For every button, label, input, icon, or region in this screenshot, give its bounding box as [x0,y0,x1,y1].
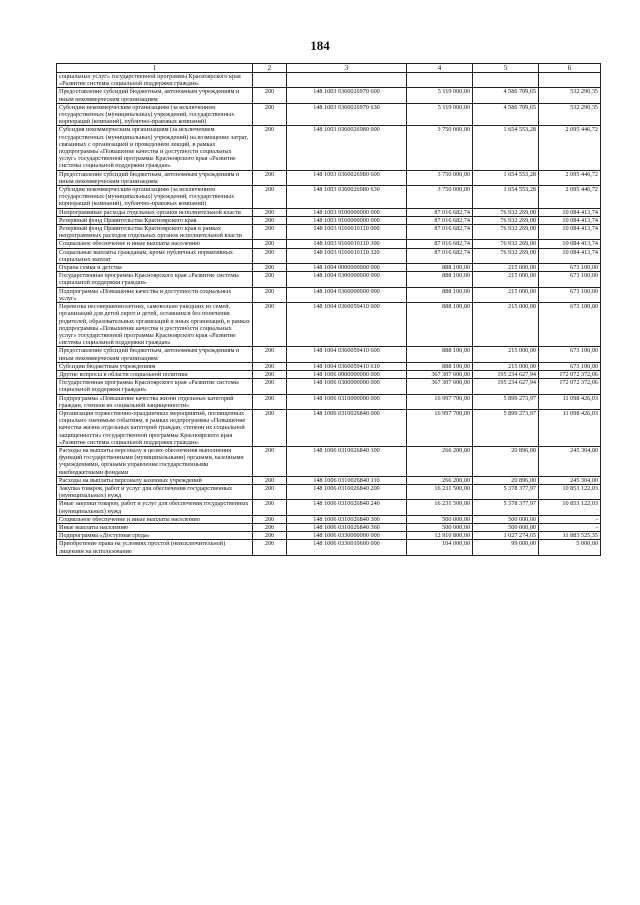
row-plan-cell: 16 997 700,00 [407,394,473,409]
row-kbk-cell: 148 1006 0310026840 100 [287,446,407,476]
row-diff-cell: 172 072 372,06 [539,370,601,378]
row-plan-cell: 367 307 000,00 [407,370,473,378]
row-exec-cell: 4 586 709,65 [473,103,539,126]
row-kbk-cell: 148 1004 0300000000 000 [287,272,407,287]
row-name-cell: Государственная программа Красноярского края «Развитие системы социальной поддержки граждан» [57,379,253,394]
row-code-cell: 200 [253,394,287,409]
row-plan-cell: 5 119 000,00 [407,103,473,126]
table-row [57,126,601,170]
row-name-cell: Иные выплаты населению [57,523,253,531]
row-diff-cell: 2 095 446,72 [539,126,601,170]
row-plan-cell: 888 100,00 [407,362,473,370]
row-code-cell: 200 [253,186,287,209]
row-code-cell: 200 [253,484,287,499]
row-code-cell: 200 [253,476,287,484]
row-kbk-cell: 148 1004 0360059410 000 [287,303,407,347]
row-exec-cell: 215 000,00 [473,272,539,287]
row-kbk-cell: 148 1006 0300000000 000 [287,379,407,394]
row-name-cell: Социальное обеспечение и иные выплаты населению [57,240,253,248]
row-code-cell: 200 [253,170,287,185]
row-code-cell: 200 [253,264,287,272]
row-diff-cell: 10 084 413,74 [539,216,601,224]
row-code-cell: 200 [253,446,287,476]
header-cell: 6 [539,64,601,73]
row-code-cell: 200 [253,362,287,370]
row-name-cell: Социальное обеспечение и иные выплаты населению [57,515,253,523]
table-row [57,532,601,540]
row-name-cell: Подпрограмма «Повышение качества и доступности социальных услуг» [57,287,253,302]
row-kbk-cell: 148 1006 0310026840 110 [287,476,407,484]
row-exec-cell: 500 000,00 [473,523,539,531]
row-code-cell: 200 [253,216,287,224]
row-kbk-cell: 148 1006 0310026840 360 [287,523,407,531]
row-diff-cell: 10 084 413,74 [539,208,601,216]
row-diff-cell: 5 000,00 [539,540,601,555]
row-kbk-cell: 148 1003 0360026980 000 [287,126,407,170]
row-kbk-cell: 148 1003 0360026970 630 [287,103,407,126]
row-code-cell: 200 [253,303,287,347]
table-row [57,264,601,272]
row-code-cell: 200 [253,523,287,531]
row-plan-cell: 12 910 800,00 [407,532,473,540]
row-exec-cell: 76 932 269,00 [473,208,539,216]
header-cell: 4 [407,64,473,73]
header-cell: 2 [253,64,287,73]
row-code-cell: 200 [253,500,287,515]
row-kbk-cell: 148 1003 9100000000 000 [287,208,407,216]
row-diff-cell: 11 098 426,03 [539,409,601,446]
row-kbk-cell [287,73,407,88]
row-name-cell: Субсидии бюджетным учреждениям [57,362,253,370]
row-kbk-cell: 148 1003 9160010110 320 [287,248,407,263]
row-kbk-cell: 148 1003 9160000000 000 [287,216,407,224]
row-plan-cell: 16 231 500,00 [407,500,473,515]
row-plan-cell: 104 000,00 [407,540,473,555]
row-diff-cell: 10 853 122,03 [539,484,601,499]
row-plan-cell: 87 016 682,74 [407,225,473,240]
table-row [57,484,601,499]
row-name-cell: Закупка товаров, работ и услуг для обеспечения государственных (муниципальных) нужд [57,484,253,499]
budget-table [56,63,601,556]
row-exec-cell: 215 000,00 [473,303,539,347]
row-exec-cell: 1 027 274,65 [473,532,539,540]
row-diff-cell: 10 084 413,74 [539,225,601,240]
row-code-cell: 200 [253,532,287,540]
row-exec-cell: 4 586 709,65 [473,88,539,103]
row-exec-cell: 195 234 627,94 [473,370,539,378]
row-kbk-cell: 148 1003 0360026980 630 [287,186,407,209]
row-plan-cell: 87 016 682,74 [407,240,473,248]
row-exec-cell: 215 000,00 [473,347,539,362]
row-kbk-cell: 148 1003 9160010110 000 [287,225,407,240]
row-name-cell: Предоставление субсидий бюджетным, автономным учреждениям и иным некоммерческим организациям [57,170,253,185]
row-exec-cell: 76 932 269,00 [473,248,539,263]
header-row [57,64,601,73]
table-row [57,216,601,224]
row-code-cell: 200 [253,208,287,216]
row-kbk-cell: 148 1004 0360059410 610 [287,362,407,370]
row-plan-cell: 16 997 700,00 [407,409,473,446]
row-exec-cell: 195 234 627,94 [473,379,539,394]
table-row [57,287,601,302]
row-exec-cell [473,73,539,88]
table-row [57,186,601,209]
row-code-cell: 200 [253,126,287,170]
row-kbk-cell: 148 1006 0310026840 240 [287,500,407,515]
row-code-cell: 200 [253,379,287,394]
row-exec-cell: 500 000,00 [473,515,539,523]
row-diff-cell: 673 100,00 [539,347,601,362]
row-plan-cell: 5 119 000,00 [407,88,473,103]
row-kbk-cell: 148 1003 9160010110 300 [287,240,407,248]
table-row [57,73,601,88]
table-row [57,540,601,555]
row-diff-cell: 532 290,35 [539,103,601,126]
row-name-cell: Иные закупки товаров, работ и услуг для обеспечения государственных (муниципальных) нужд [57,500,253,515]
row-code-cell [253,73,287,88]
row-name-cell: Подпрограмма «Повышение качества жизни отдельных категорий граждан, степени их социальной защищенности» [57,394,253,409]
row-code-cell: 200 [253,370,287,378]
row-exec-cell: 5 378 377,97 [473,484,539,499]
row-kbk-cell: 148 1006 0310026840 000 [287,409,407,446]
row-name-cell: Перевозка несовершеннолетних, самовольно ушедших из семей, организаций для детей сирот и детей, оставшихся без попечения родителей, образовательных организаций и иных организаций, в рамках подпрограммы «Повышение качества и доступности социальных услуг» государственной программы Красноярского края «Развитие системы социальной поддержки граждан» [57,303,253,347]
row-name-cell: Предоставление субсидий бюджетным, автономным учреждениям и иным некоммерческим организациям [57,88,253,103]
row-diff-cell: 673 100,00 [539,303,601,347]
row-exec-cell: 1 654 553,28 [473,170,539,185]
table-row [57,446,601,476]
row-plan-cell: 888 100,00 [407,303,473,347]
row-plan-cell: 888 100,00 [407,264,473,272]
table-row [57,225,601,240]
row-code-cell: 200 [253,540,287,555]
row-exec-cell: 20 896,00 [473,446,539,476]
row-kbk-cell: 148 1004 0360000000 000 [287,287,407,302]
header-cell: 1 [57,64,253,73]
row-name-cell: Резервный фонд Правительства Красноярского края [57,216,253,224]
row-name-cell: Организация торжественно-праздничных мероприятий, посвященных социально значимым событиям, в рамках подпрограммы «Повышение качества жизни отдельных категорий граждан, степени их социальной защищенности» государственной программы Красноярского края «Развитие системы социальной поддержки граждан» [57,409,253,446]
row-diff-cell: 2 095 446,72 [539,186,601,209]
row-exec-cell: 215 000,00 [473,362,539,370]
table-row [57,347,601,362]
row-code-cell: 200 [253,248,287,263]
table-row [57,362,601,370]
table-row [57,170,601,185]
row-diff-cell: 11 098 426,03 [539,394,601,409]
row-kbk-cell: 148 1003 0360026980 600 [287,170,407,185]
row-plan-cell: 16 231 500,00 [407,484,473,499]
row-diff-cell: 673 100,00 [539,264,601,272]
row-kbk-cell: 148 1006 0000000000 000 [287,370,407,378]
header-cell: 5 [473,64,539,73]
table-row [57,240,601,248]
row-exec-cell: 76 932 269,00 [473,216,539,224]
table-row [57,370,601,378]
row-code-cell: 200 [253,409,287,446]
table-row [57,476,601,484]
page-number: 184 [310,38,330,53]
row-name-cell: Субсидии некоммерческим организациям (за исключением государственных (муниципальных) учреждений, государственных корпораций (компаний), публично-правовых компаний) [57,103,253,126]
row-name-cell: Социальные выплаты гражданам, кроме публичных нормативных социальных выплат [57,248,253,263]
row-plan-cell: 888 100,00 [407,287,473,302]
row-diff-cell: 172 072 372,06 [539,379,601,394]
table-row [57,379,601,394]
row-name-cell: Предоставление субсидий бюджетным, автономным учреждениям и иным некоммерческим организациям [57,347,253,362]
row-plan-cell: 266 200,00 [407,446,473,476]
row-kbk-cell: 148 1006 0310026840 300 [287,515,407,523]
row-exec-cell: 1 654 553,28 [473,126,539,170]
row-code-cell: 200 [253,88,287,103]
row-plan-cell: 888 100,00 [407,272,473,287]
table-row [57,103,601,126]
row-diff-cell [539,73,601,88]
table-row [57,303,601,347]
row-name-cell: Субсидия некоммерческим организациям (за исключением государственных (муниципальных) учреждений) на возмещение затрат, связанных с организацией и проведением лекций, в рамках подпрограммы «Повышение качества и доступности социальных услуг» государственной программы Красноярского края «Развитие системы социальной поддержки граждан» [57,126,253,170]
row-code-cell: 200 [253,103,287,126]
row-kbk-cell: 148 1004 0360059410 600 [287,347,407,362]
row-plan-cell: 888 100,00 [407,347,473,362]
row-diff-cell: 673 100,00 [539,362,601,370]
row-name-cell: Другие вопросы в области социальной политики [57,370,253,378]
row-diff-cell: 532 290,35 [539,88,601,103]
table-row [57,500,601,515]
table-row [57,515,601,523]
row-diff-cell: 10 853 122,03 [539,500,601,515]
table-row [57,409,601,446]
row-diff-cell: - [539,523,601,531]
row-kbk-cell: 148 1003 0360026970 600 [287,88,407,103]
row-diff-cell: 245 304,00 [539,476,601,484]
row-name-cell: социальных услуг» государственной программы Красноярского края «Развитие системы социальной поддержки граждан» [57,73,253,88]
row-exec-cell: 76 932 269,00 [473,225,539,240]
row-diff-cell: 2 095 446,72 [539,170,601,185]
row-plan-cell: 266 200,00 [407,476,473,484]
row-exec-cell: 76 932 269,00 [473,240,539,248]
row-name-cell: Приобретение права на условиях простой (неисключительной) лицензии на использование [57,540,253,555]
row-name-cell: Расходы на выплаты персоналу казенных учреждений [57,476,253,484]
row-code-cell: 200 [253,287,287,302]
row-exec-cell: 5 899 273,97 [473,409,539,446]
table-row [57,523,601,531]
row-diff-cell: - [539,515,601,523]
table-row [57,208,601,216]
row-name-cell: Непрограммные расходы отдельных органов исполнительной власти [57,208,253,216]
row-code-cell: 200 [253,225,287,240]
row-kbk-cell: 148 1006 0310000000 000 [287,394,407,409]
row-diff-cell: 673 100,00 [539,287,601,302]
table-row [57,248,601,263]
row-diff-cell: 11 883 525,35 [539,532,601,540]
row-plan-cell: 500 000,00 [407,523,473,531]
row-plan-cell: 87 016 682,74 [407,208,473,216]
row-plan-cell: 500 000,00 [407,515,473,523]
table-row [57,272,601,287]
row-plan-cell: 3 750 000,00 [407,170,473,185]
row-kbk-cell: 148 1004 0000000000 000 [287,264,407,272]
row-plan-cell: 367 307 000,00 [407,379,473,394]
table-row [57,394,601,409]
row-exec-cell: 20 896,00 [473,476,539,484]
row-code-cell: 200 [253,240,287,248]
row-kbk-cell: 148 1006 0330010600 000 [287,540,407,555]
row-exec-cell: 99 000,00 [473,540,539,555]
row-diff-cell: 10 084 413,74 [539,240,601,248]
row-code-cell: 200 [253,515,287,523]
table-row [57,88,601,103]
row-name-cell: Государственная программа Красноярского края «Развитие системы социальной поддержки граждан» [57,272,253,287]
row-code-cell: 200 [253,347,287,362]
row-kbk-cell: 148 1006 0310026840 200 [287,484,407,499]
row-plan-cell: 3 750 000,00 [407,186,473,209]
row-name-cell: Охрана семьи и детства [57,264,253,272]
row-diff-cell: 673 100,00 [539,272,601,287]
row-exec-cell: 5 378 377,97 [473,500,539,515]
row-diff-cell: 10 084 413,74 [539,248,601,263]
row-kbk-cell: 148 1006 0330000000 000 [287,532,407,540]
row-code-cell: 200 [253,272,287,287]
row-plan-cell [407,73,473,88]
row-diff-cell: 245 304,00 [539,446,601,476]
row-exec-cell: 215 000,00 [473,287,539,302]
row-exec-cell: 215 000,00 [473,264,539,272]
row-name-cell: Расходы на выплаты персоналу в целях обеспечения выполнения функций государственными (муниципальными) органами, казенными учреждениями, органами управления государственными внебюджетными фондами [57,446,253,476]
row-exec-cell: 5 899 273,97 [473,394,539,409]
row-name-cell: Подпрограмма «Доступная среда» [57,532,253,540]
header-cell: 3 [287,64,407,73]
row-plan-cell: 3 750 000,00 [407,126,473,170]
row-plan-cell: 87 016 682,74 [407,248,473,263]
row-name-cell: Резервный фонд Правительства Красноярского края в рамках непрограммных расходов отдельных органов исполнительной власти [57,225,253,240]
row-name-cell: Субсидии некоммерческим организациям (за исключением государственных (муниципальных) учреждений, государственных корпораций (компаний), публично-правовых компаний) [57,186,253,209]
row-plan-cell: 87 016 682,74 [407,216,473,224]
row-exec-cell: 1 654 553,28 [473,186,539,209]
